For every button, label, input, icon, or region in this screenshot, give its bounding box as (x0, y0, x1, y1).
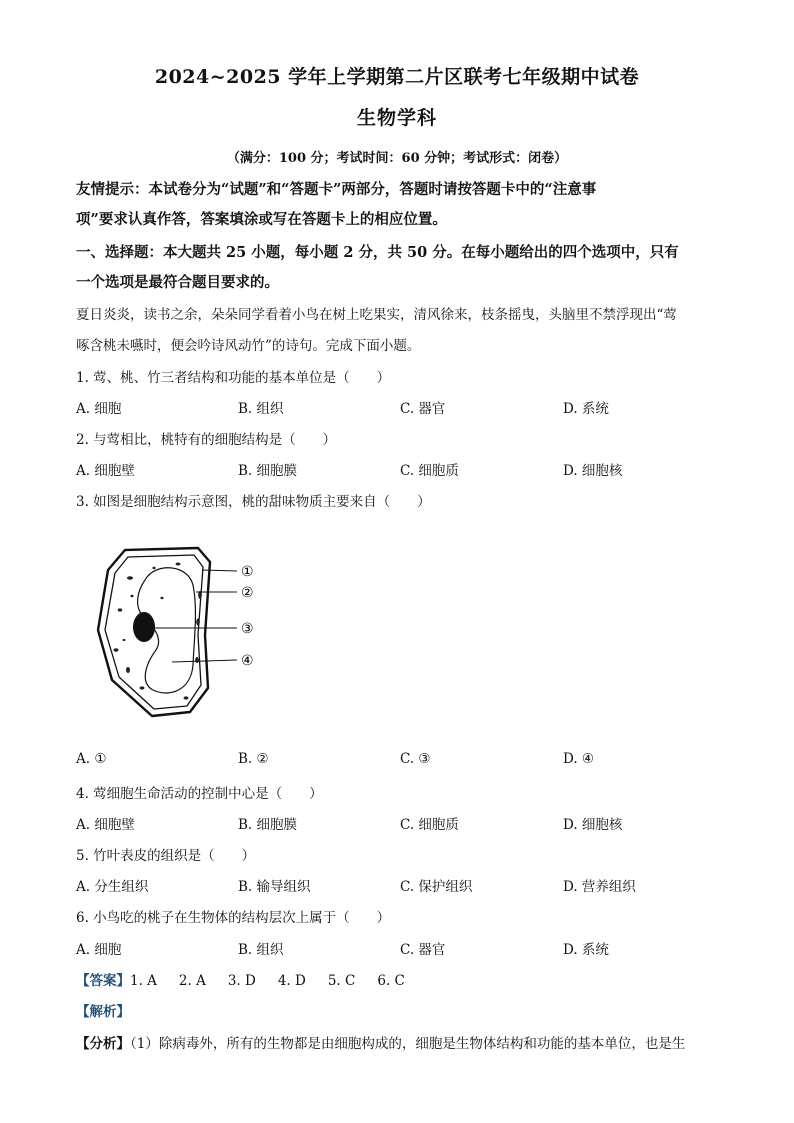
answer-item: 1. A (130, 973, 157, 989)
subject-title: 生物学科 (356, 107, 437, 129)
analysis-line (76, 1032, 685, 1052)
question-1-stem: 1. 莺、桃、竹三者结构和功能的基本单位是（ ） (76, 370, 391, 386)
analysis-label: 【解析】 (76, 1004, 130, 1020)
figure-label-1: ① (241, 564, 254, 580)
question-1-option-c: C. 器官 (400, 401, 446, 417)
analysis-head: 【分析】 (76, 1036, 130, 1052)
question-1-option-a: A. 细胞 (76, 401, 122, 417)
answer-line (76, 969, 405, 989)
question-5-option-d: D. 营养组织 (563, 879, 636, 895)
answer-item: 2. A (178, 973, 206, 989)
exam-info: （满分：100 分；考试时间：60 分钟；考试形式：闭卷） (226, 151, 568, 166)
chloroplasts (114, 563, 202, 700)
figure-label-2: ② (241, 585, 254, 601)
question-6-option-c: C. 器官 (400, 942, 446, 958)
question-4-option-a: A. 细胞壁 (76, 817, 135, 833)
question-6-option-a: A. 细胞 (76, 942, 122, 958)
question-6-stem: 6. 小鸟吃的桃子在生物体的结构层次上属于（ ） (76, 910, 391, 926)
section-heading-line-1: 一、选择题：本大题共 25 小题，每小题 2 分，共 50 分。在每小题给出的四个选项中，只有 (76, 244, 679, 261)
question-5-option-c: C. 保护组织 (400, 879, 473, 895)
question-3-option-d: D. ④ (563, 751, 595, 767)
question-1-option-d: D. 系统 (563, 401, 609, 417)
question-4-stem: 4. 莺细胞生命活动的控制中心是（ ） (76, 786, 323, 802)
figure-label-3: ③ (241, 621, 254, 637)
question-2-option-a: A. 细胞壁 (76, 463, 135, 479)
question-6-option-d: D. 系统 (563, 942, 609, 958)
question-5-option-b: B. 输导组织 (238, 879, 311, 895)
question-3-option-a: A. ① (76, 751, 107, 767)
question-5-stem: 5. 竹叶表皮的组织是（ ） (76, 848, 256, 864)
passage-line-1: 夏日炎炎，读书之余，朵朵同学看着小鸟在树上吃果实，清风徐来，枝条摇曳，头脑里不禁浮现出“莺 (76, 307, 677, 323)
analysis-text: （1）除病毒外，所有的生物都是由细胞构成的，细胞是生物体结构和功能的基本单位，也是生 (130, 1036, 686, 1052)
nucleus (133, 612, 155, 642)
notice-line-2: 项”要求认真作答，答案填涂或写在答题卡上的相应位置。 (76, 211, 447, 228)
question-3-option-b: B. ② (238, 751, 269, 767)
plant-cell-diagram (90, 540, 280, 720)
question-6-option-b: B. 组织 (238, 942, 284, 958)
figure-label-4: ④ (241, 653, 254, 669)
question-4-option-d: D. 细胞核 (563, 817, 623, 833)
question-2-stem: 2. 与莺相比，桃特有的细胞结构是（ ） (76, 432, 337, 448)
answer-item: 5. C (327, 973, 356, 989)
question-3-option-c: C. ③ (400, 751, 431, 767)
question-3-stem: 3. 如图是细胞结构示意图，桃的甜味物质主要来自（ ） (76, 494, 431, 510)
question-4-option-c: C. 细胞质 (400, 817, 459, 833)
answer-item: 4. D (277, 973, 306, 989)
passage-line-2: 啄含桃未嚥时，便会吟诗风动竹”的诗句。完成下面小题。 (76, 338, 421, 354)
answer-label: 【答案】 (76, 973, 130, 989)
exam-title: 2024~2025 学年上学期第二片区联考七年级期中试卷 (154, 66, 640, 88)
question-4-option-b: B. 细胞膜 (238, 817, 298, 833)
answer-item: 3. D (227, 973, 256, 989)
question-2-option-b: B. 细胞膜 (238, 463, 298, 479)
question-2-option-d: D. 细胞核 (563, 463, 623, 479)
question-5-option-a: A. 分生组织 (76, 879, 149, 895)
question-2-option-c: C. 细胞质 (400, 463, 459, 479)
answer-item: 6. C (377, 973, 405, 989)
notice-line-1: 友情提示：本试卷分为“试题”和“答题卡”两部分，答题时请按答题卡中的“注意事 (76, 181, 597, 198)
question-1-option-b: B. 组织 (238, 401, 284, 417)
section-heading-line-2: 一个选项是最符合题目要求的。 (76, 274, 279, 291)
